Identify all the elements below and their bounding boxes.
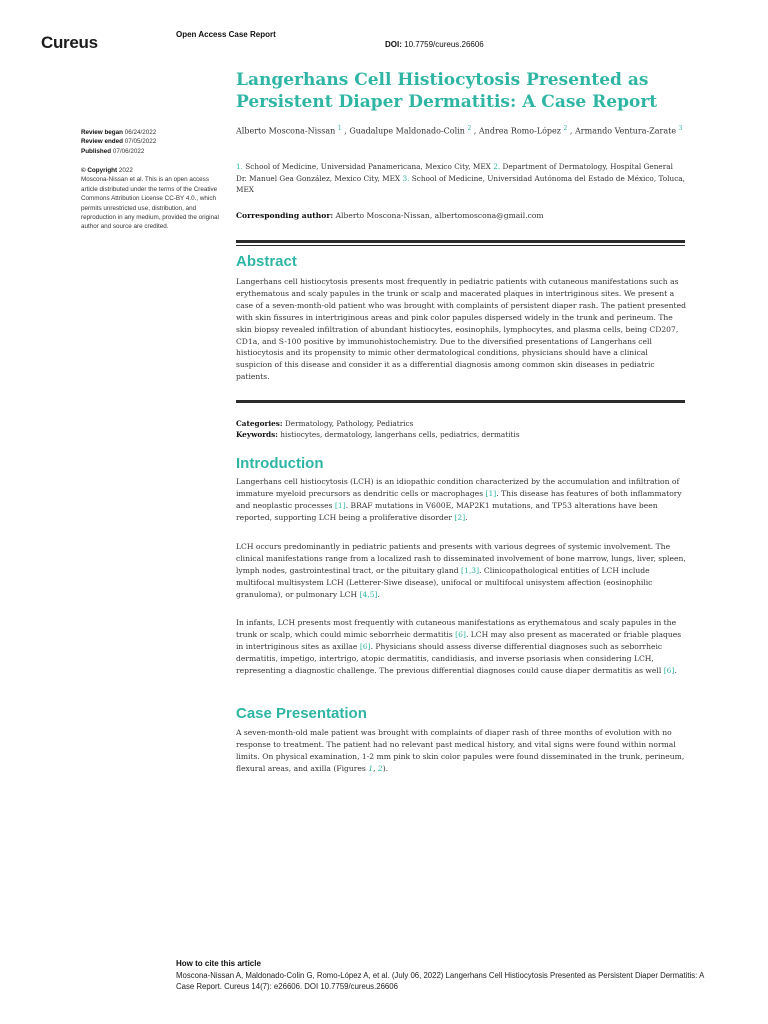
author-name: Armando Ventura-Zarate	[575, 126, 677, 136]
author-name: Alberto Moscona-Nissan	[236, 126, 336, 136]
author-name: Guadalupe Maldonado-Colin	[349, 126, 465, 136]
citation-link[interactable]: [6]	[455, 629, 466, 639]
citation-link[interactable]: [1]	[334, 500, 346, 510]
intro-paragraph-3: In infants, LCH presents most frequently with cutaneous manifestations as erythematous and scaly papules in the trunk or scalp, which could mimic seborrheic dermatitis [6]. LCH may also present as macerated or friable plaques in intertriginous sites as axillae [6]. Physicians should assess diverse differential diagnoses such as seborrheic dermatitis, impetigo, intertrigo, atopic dermatitis, candidiasis, and inverse psoriasis when considering LCH, representing a diagnostic challenge. The previous differential diagnoses could cause diaper dermatitis as well [6].	[236, 618, 682, 675]
citation-link[interactable]: [1]	[485, 488, 497, 498]
cureus-logo[interactable]: Cureus	[41, 33, 98, 52]
how-to-cite-text: Moscona-Nissan A, Maldonado-Colin G, Romo-López A, et al. (July 06, 2022) Langerhans Cell Histiocytosis Presented as Persistent Diaper Dermatitis: A Case Report. Cureus 14(7): e26606. DOI 10.7759/cureus.26606	[176, 971, 704, 991]
doi-link[interactable]: 10.7759/cureus.26606	[404, 40, 484, 49]
copyright-block: © Copyright 2022 Moscona-Nissan et al. This is an open access article distributed under the terms of the Creative Commons Attribution License CC-BY 4.0., which permits unrestricted use, distribution, and reproduction in any medium, provided the original author and source are credited.	[81, 166, 221, 232]
abstract-text: Langerhans cell histiocytosis presents most frequently in pediatric patients with cutaneous manifestations such as erythematous and scaly papules in the trunk or scalp and macerated plaques in intertriginous sites. We present a case of a seven-month-old patient who was brought with complaints of persistent diaper rash. The patient presented with skin fissures in intertriginous areas and pink color papules dispersed widely in the trunk and perineum. The skin biopsy revealed infiltration of abundant histiocytes, eosinophils, lymphocytes, and plasma cells, being CD207, CD1a, and S-100 positive by immunohistochemistry. Due to the diversified presentations of Langerhans cell histiocytosis and its propensity to mimic other dermatological conditions, physicians should have a clinical suspicion of this disease and consider it as a differential diagnosis among common skin diseases in pediatric patients.	[236, 277, 686, 382]
license-text: Moscona-Nissan et al. This is an open access article distributed under the terms of the Creative Commons Attribution License CC-BY 4.0., which permits unrestricted use, distribution, and reproduction in any medium, provided the original author and source are credited.	[81, 176, 219, 231]
how-to-cite-heading: How to cite this article	[176, 959, 261, 968]
section-divider	[236, 240, 685, 243]
author-list: Alberto Moscona-Nissan $^1$ , Guadalupe Maldonado-Colin $^2$ , Andrea Romo-López $^2$ , Armando Ventura-Zarate $^3$	[236, 125, 683, 136]
section-divider	[236, 245, 685, 246]
introduction-heading: Introduction	[236, 455, 324, 472]
citation-link[interactable]: [4,5]	[359, 589, 378, 599]
citation-link[interactable]: [2]	[454, 512, 466, 522]
intro-paragraph-2: LCH occurs predominantly in pediatric patients and presents with various degrees of systemic involvement. The clinical manifestations range from a localized rash to disseminated involvement of bone marrow, lungs, liver, spleen, lymph nodes, gastrointestinal tract, or the pituitary gland [1,3]. Clinicopathological entities of LCH include multifocal multisystem LCH (Letterer-Siwe disease), unifocal or multifocal unisystem affection (eosinophilic granuloma), or pulmonary LCH [4,5].	[236, 542, 686, 599]
case-paragraph-1: A seven-month-old male patient was brought with complaints of diaper rash of three months of evolution with no response to treatment. The patient had no relevant past medical history, and vital signs were found within normal limits. On physical examination, 1-2 mm pink to skin color papules were found disseminated in the trunk, perineum, flexural areas, and axilla (Figures 1, 2).	[236, 728, 685, 773]
citation-link[interactable]: [1,3]	[461, 565, 480, 575]
categories-keywords: Categories: Dermatology, Pathology, Pediatrics Keywords: histiocytes, dermatology, langerhans cells, pediatrics, dermatitis	[236, 419, 520, 439]
review-dates: Review began 06/24/2022 Review ended 07/05/2022 Published 07/06/2022	[81, 129, 157, 155]
article-title: Langerhans Cell Histiocytosis Presented as Persistent Diaper Dermatitis: A Case Report	[236, 70, 658, 112]
author-name: Andrea Romo-López	[478, 126, 561, 136]
case-presentation-heading: Case Presentation	[236, 705, 367, 722]
affiliations: 1. School of Medicine, Universidad Panamericana, Mexico City, MEX 2. Department of Dermatology, Hospital General Dr. Manuel Gea González, Mexico City, MEX 3. School of Medicine, Universidad Autónoma del Estado de México, Toluca, MEX	[236, 162, 685, 194]
corresponding-author: Corresponding author: Alberto Moscona-Nissan, albertomoscona@gmail.com	[236, 211, 544, 220]
figure-link[interactable]: 1	[368, 763, 374, 773]
citation-link[interactable]: [6]	[663, 665, 675, 675]
intro-paragraph-1: Langerhans cell histiocytosis (LCH) is an idiopathic condition characterized by the accumulation and infiltration of immature myeloid precursors as dendritic cells or macrophages [1]. This disease has features of both inflammatory and neoplastic processes [1]. BRAF mutations in V600E, MAP2K1 mutations, and TP53 alterations have been reported, supporting LCH being a proliferative disorder [2].	[236, 477, 682, 522]
corresponding-email[interactable]: Alberto Moscona-Nissan, albertomoscona@gmail.com	[335, 211, 544, 220]
citation-link[interactable]: [6]	[359, 641, 371, 651]
figure-link[interactable]: 2	[377, 763, 383, 773]
header-doi: DOI: 10.7759/cureus.26606	[385, 40, 484, 49]
abstract-heading: Abstract	[236, 253, 297, 270]
article-type: Open Access Case Report	[176, 30, 276, 39]
section-divider	[236, 400, 685, 403]
